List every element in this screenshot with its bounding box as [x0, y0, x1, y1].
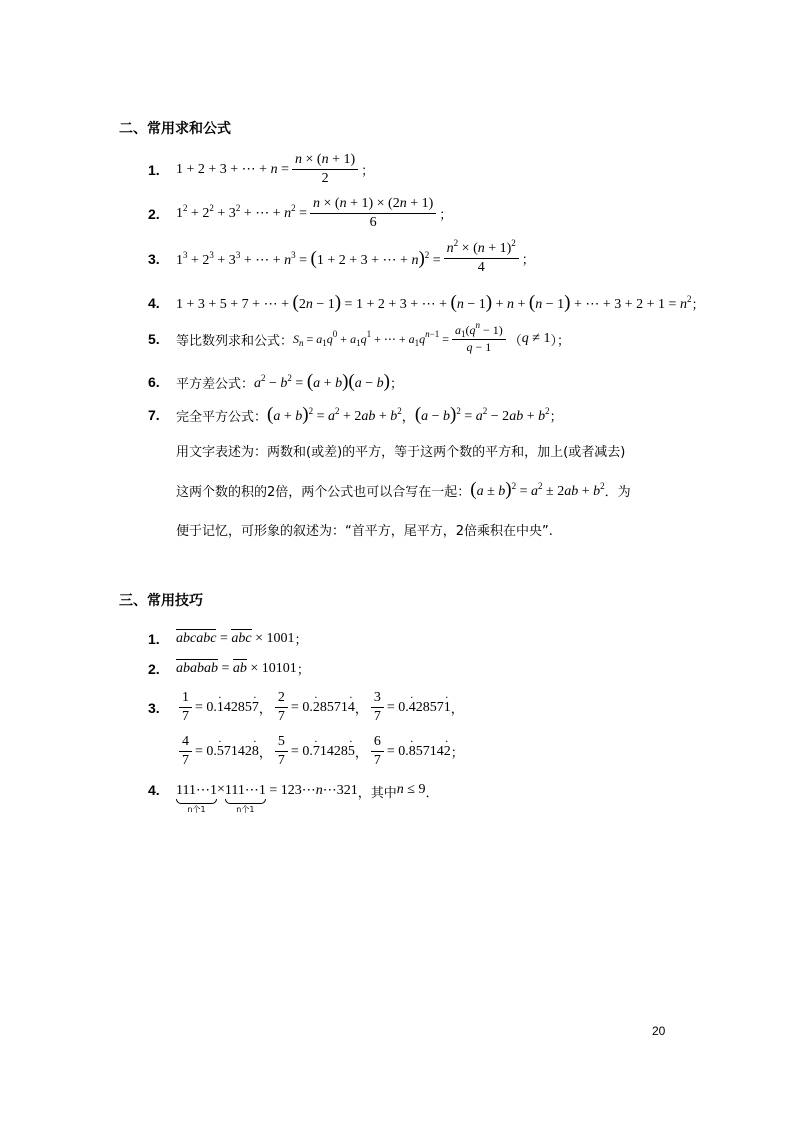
item-number: 4.: [148, 295, 160, 311]
item-number: 3.: [148, 699, 160, 716]
formula-perfect-square: 7. 完全平方公式： $(a + b)^2 = a^2 + 2ab + b^2$ ， $(a - b)^2 = a^2 - 2ab + b^2$ ；: [148, 404, 563, 425]
trick-abcabc: 1. abcabc = abc × 1001 ；: [148, 630, 308, 648]
explanation-line-2: 这两个数的积的2倍，两个公式也可以合写在一起： $(a \pm b)^2 = a^2 \pm 2ab + b^2$ ．为: [176, 479, 631, 500]
formula-sum-integers: 1. 1 + 2 + 3 + ⋯ + n = $\frac{n \times (n + 1)}{2}$ ；: [148, 152, 375, 187]
trick-repunit-square: 4. 111⋯1 n个1 × 111⋯1 n个1 = 123⋯n⋯321 ，其中 n ≤ 9 ．: [148, 782, 439, 814]
item-number: 7.: [148, 407, 160, 423]
section-title-common-tricks: 三、常用技巧: [119, 593, 203, 609]
condition-text: ，其中: [357, 786, 397, 801]
trick-sevenths-row-2: $\frac{4}{7}$ = 0.· 57142· 8 ， $\frac{5}{7}$ = 0.· 71428· 5 ， $\frac{6}{7}$ = 0.· 85714· 2 ；: [176, 734, 464, 769]
item-number: 4.: [148, 782, 160, 798]
explanation-text: 这两个数的积的2倍，两个公式也可以合写在一起：: [176, 484, 471, 500]
formula-label: 完全平方公式：: [176, 409, 268, 425]
brace-label: n个1: [236, 805, 255, 814]
item-number: 2.: [148, 205, 160, 222]
item-number: 2.: [148, 660, 160, 677]
item-number: 1.: [148, 161, 160, 178]
trick-ababab: 2. ababab = ab × 10101 ；: [148, 660, 310, 678]
formula-sum-odds: 4. 1 + 3 + 5 + 7 + ⋯ + (2n − 1) = 1 + 2 + 3 + ⋯ + (n − 1) + n + (n − 1) + ⋯ + $3 + 2 + 1 = n^2$ ；: [148, 292, 705, 313]
item-number: 6.: [148, 374, 160, 390]
formula-geometric-sum: 5. 等比数列求和公式： $S_n = a_1q^0 + a_1q^1$ + ⋯ + $a_1q^{n-1}$ = $\frac{a_1(q^n - 1)}{q - 1}$ （ q ≠ 1 ）；: [148, 320, 570, 354]
explanation-tail: ．为: [604, 484, 631, 500]
section-title-common-sums: 二、常用求和公式: [119, 121, 231, 137]
explanation-line-1: 用文字表述为：两数和(或差)的平方，等于这两个数的平方和，加上(或者减去): [176, 445, 626, 460]
item-number: 3.: [148, 250, 160, 267]
formula-label: 平方差公式：: [176, 376, 255, 392]
trick-sevenths-row-1: 3. $\frac{1}{7}$ = 0.· 14285· 7 ， $\frac{2}{7}$ = 0.· 28571· 4 ， $\frac{3}{7}$ = 0.· 42857· 1 ，: [148, 690, 464, 725]
formula-sum-cubes: 3. $1^3 + 2^3 + 3^3$ + ⋯ + $n^3 = (1 + 2 + 3$ + ⋯ + n)$^2$ = $\frac{n^2 \times (n + 1)^2}{4}$ ；: [148, 238, 535, 276]
item-number: 5.: [148, 331, 160, 348]
page-number: 20: [652, 1024, 666, 1038]
formula-difference-of-squares: 6. 平方差公式： $a^2 - b^2 = (a + b)(a - b)$ ；: [148, 371, 403, 392]
item-number: 1.: [148, 630, 160, 647]
explanation-line-3: 便于记忆，可形象的叙述为：“首平方，尾平方，2倍乘积在中央”.: [176, 524, 553, 539]
formula-sum-squares: 2. $1^2 + 2^2 + 3^2$ + ⋯ + $n^2$ = $\frac{n \times (n + 1) \times (2n + 1)}{6}$ ；: [148, 196, 453, 231]
brace-label: n个1: [187, 805, 206, 814]
formula-label: 等比数列求和公式：: [176, 333, 294, 349]
